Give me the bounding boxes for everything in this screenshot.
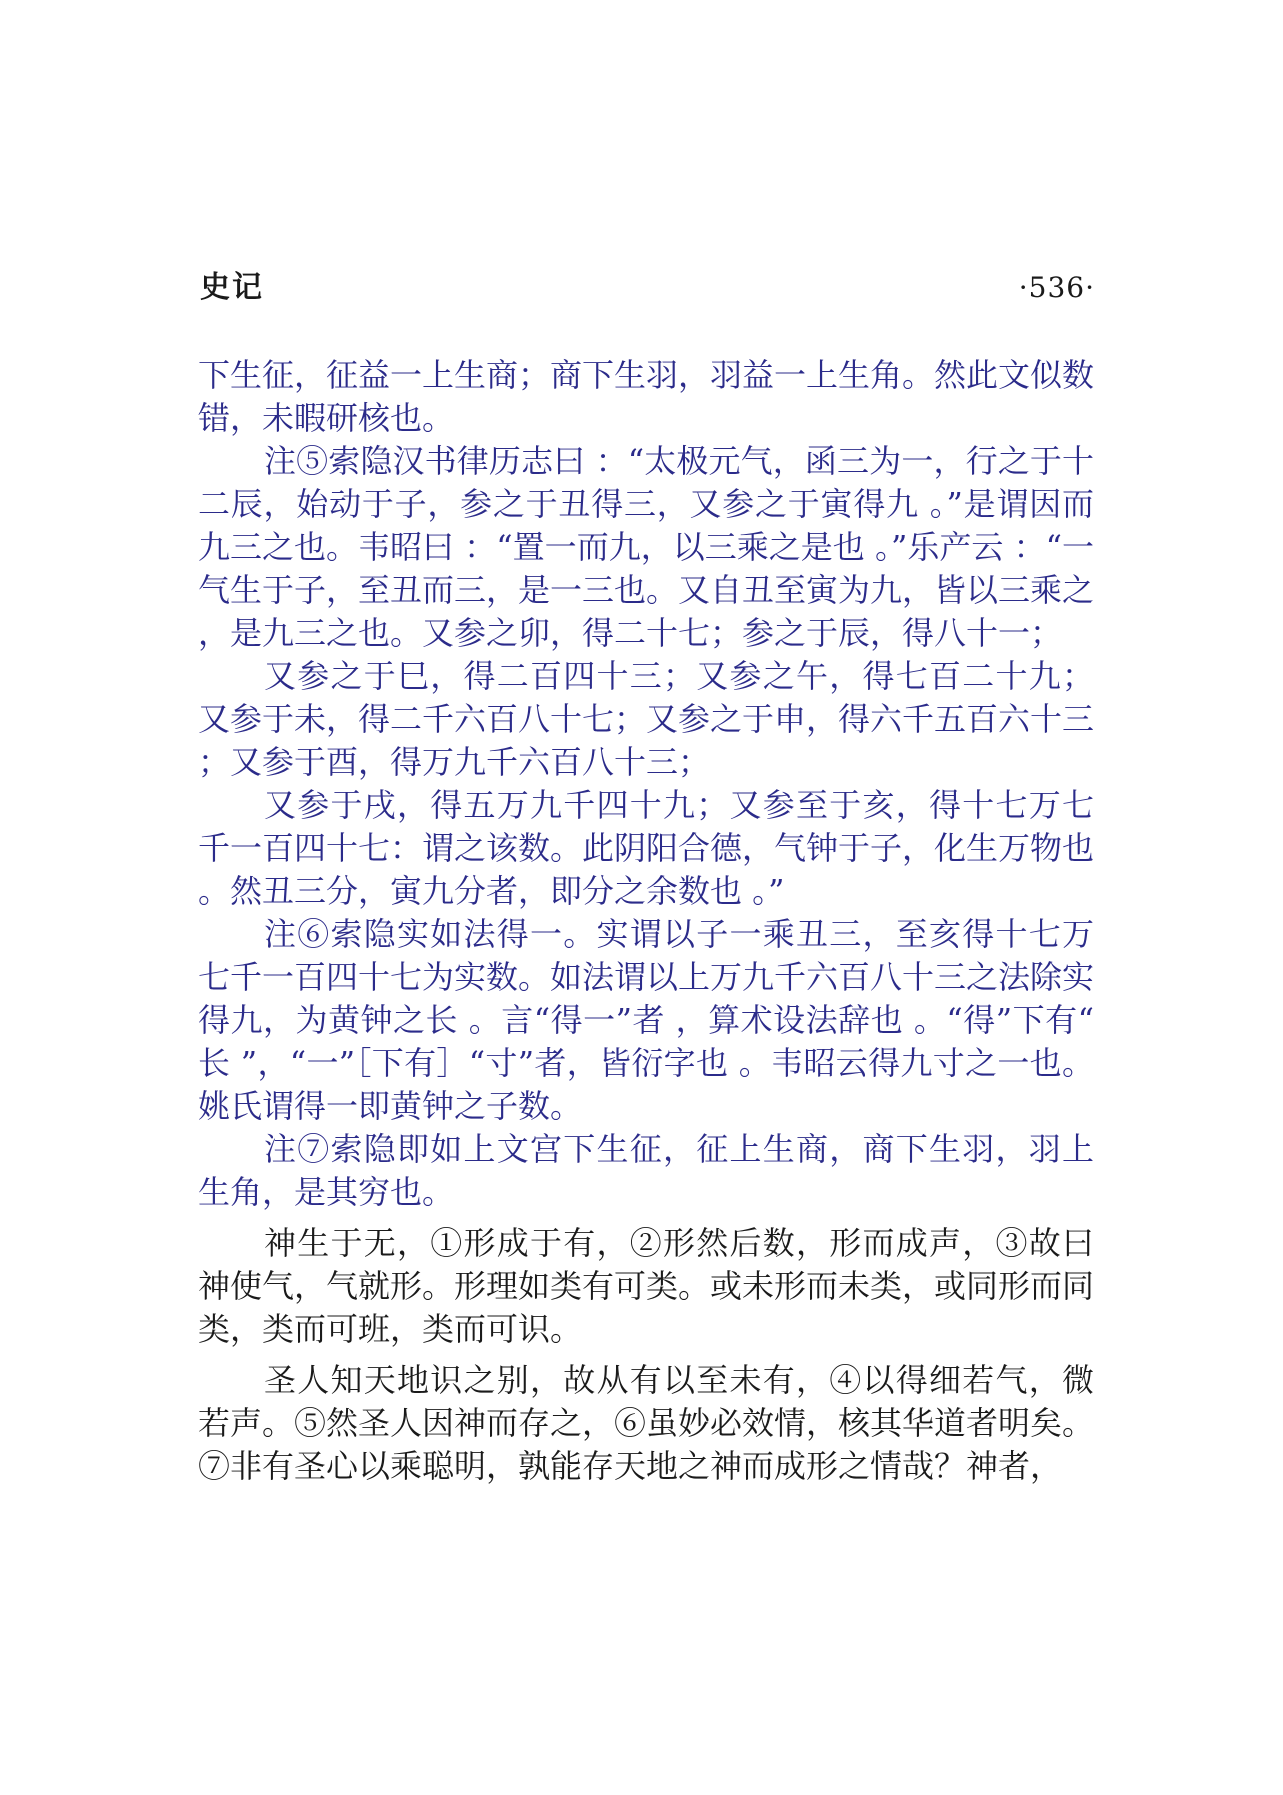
body-text — [198, 354, 1094, 1488]
page-header — [200, 268, 1095, 308]
paragraph-main-text-2: 圣人知天地识之别，故从有以至未有，④以得细若气，微若声。⑤然圣人因神而存之，⑥虽妙必效情，核其华道者明矣。⑦非有圣心以乘聪明，孰能存天地之神而成形之情哉？神者， — [198, 1361, 1095, 1485]
paragraph-main-text-1: 神生于无，①形成于有，②形然后数，形而成声，③故曰神使气，气就形。形理如类有可类。或未形而未类，或同形而同类，类而可班，类而可识。 — [198, 1224, 1095, 1348]
book-title: 史记 — [200, 270, 264, 305]
paragraph-note-7: 注⑦索隐即如上文宫下生征，征上生商，商下生羽，羽上生角，是其穷也。 — [198, 1130, 1094, 1211]
paragraph-note-5: 注⑤索隐汉书律历志曰 ：“太极元气，函三为一，行之于十二辰，始动于子，参之于丑得三，又参之于寅得九 。”是谓因而九三之也。韦昭曰 ：“置一而九，以三乘之是也 。”乐产云 ：“一气生于子，至丑而三，是一三也。又自丑至寅为九，皆以三乘之，是九三之也。又参之卯，得二十七；参之于辰，得八十一； — [198, 442, 1095, 652]
paragraph-note-6: 注⑥索隐实如法得一。实谓以子一乘丑三，至亥得十七万七千一百四十七为实数。如法谓以上万九千六百八十三之法除实得九，为黄钟之长 。言“得一”者 ，算术设法辞也 。“得”下有“长 ”，“一”［下有］“寸”者，皆衍字也 。韦昭云得九寸之一也。姚氏谓得一即黄钟之子数。 — [198, 915, 1095, 1125]
paragraph-note-5-cont-2: 又参于戌，得五万九千四十九；又参至于亥，得十七万七千一百四十七：谓之该数。此阴阳合德，气钟于子，化生万物也。然丑三分，寅九分者，即分之余数也 。” — [198, 786, 1095, 910]
page-number: ·536· — [1018, 271, 1095, 304]
paragraph-note-5-cont-1: 又参之于巳，得二百四十三；又参之午，得七百二十九；又参于未，得二千六百八十七；又参之于申，得六千五百六十三；又参于酉，得万九千六百八十三； — [198, 657, 1095, 781]
paragraph-continuation: 下生征，征益一上生商；商下生羽，羽益一上生角。然此文似数错，未暇研核也。 — [198, 356, 1095, 437]
